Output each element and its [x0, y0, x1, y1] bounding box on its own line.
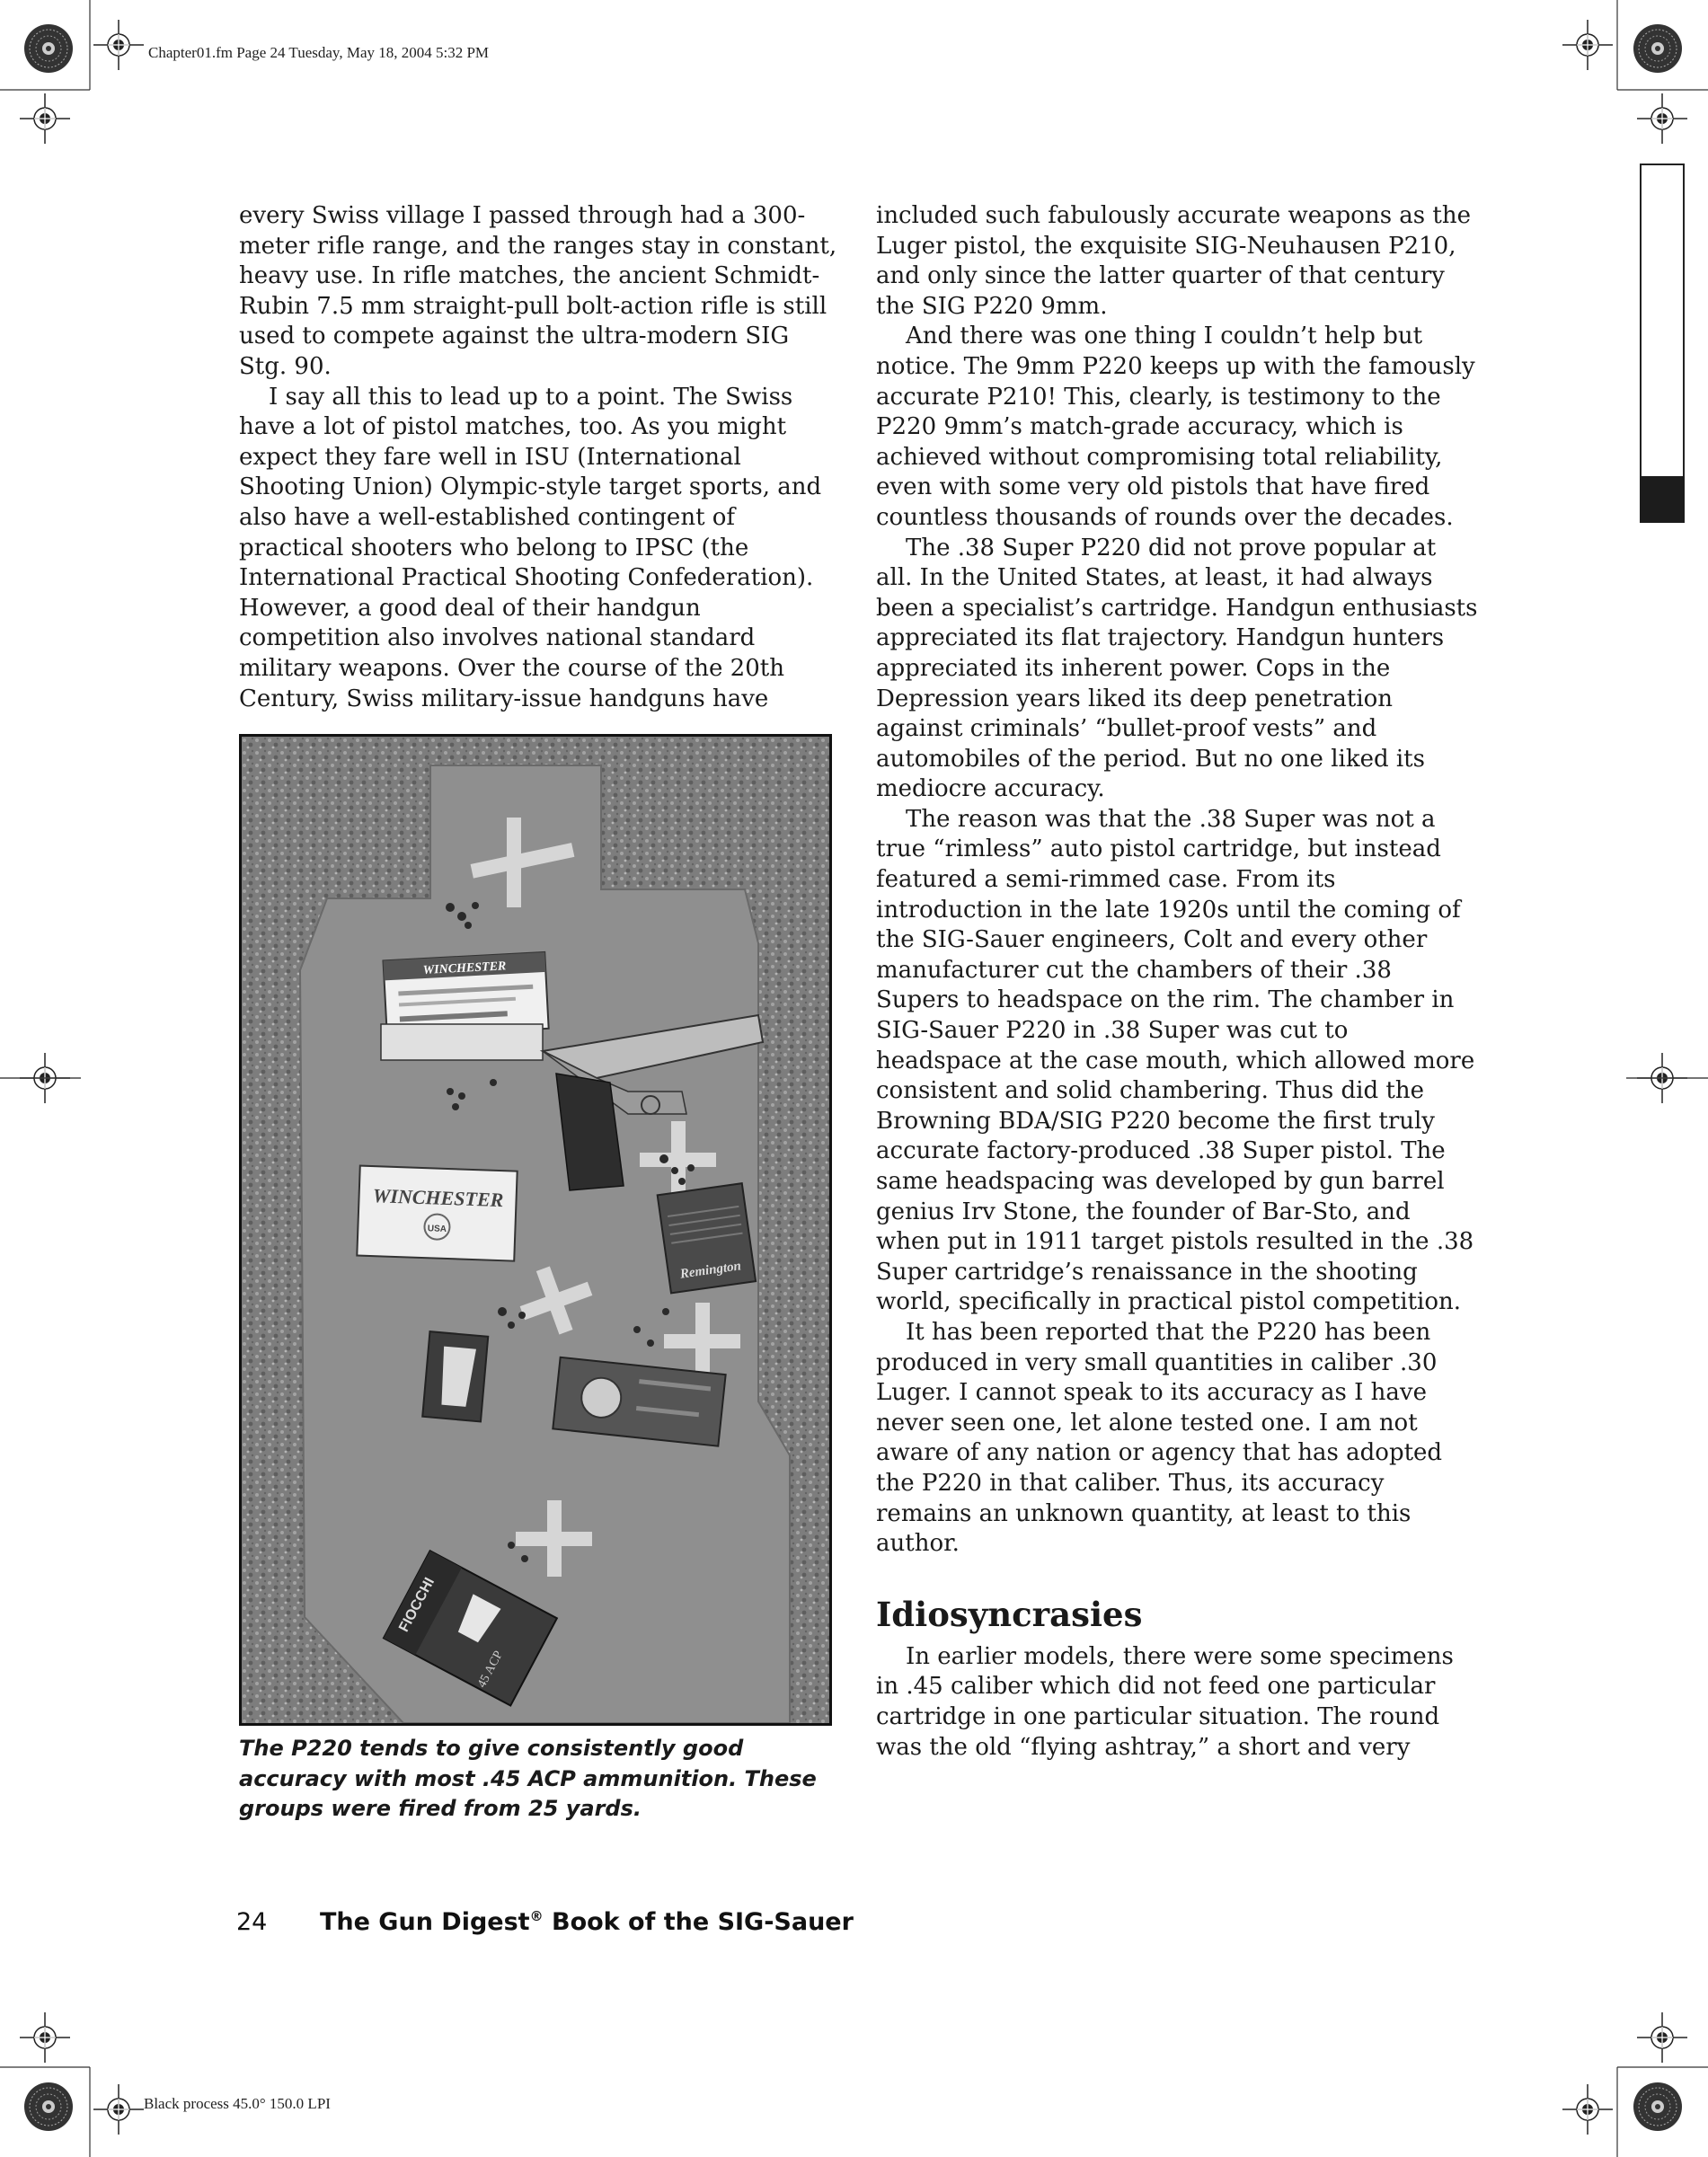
box-label: WINCHESTER [422, 959, 507, 978]
box-label: FIOCCHI [396, 1575, 438, 1635]
book-title-rest: Book of the SIG-Sauer [543, 1908, 854, 1936]
box-label: 45 ACP [475, 1649, 506, 1691]
paragraph: I say all this to lead up to a point. The Swiss have a lot of pistol matches, too. As you might expect they fare well in ISU (International Shooting Union) Olympic-style target sports, and also have a well-established contingent of practical shooters who belong to IPSC (the International Practical Shooting Confederation). However, a good deal of their handgun competition also involves national standard military weapons. Over the course of the 20th Century, Swiss military-issue handguns have [239, 383, 822, 712]
box-label: USA [427, 1224, 447, 1234]
paragraph: In earlier models, there were some specimens in .45 caliber which did not feed one particular cartridge in one particular situation. The round was the old “flying ashtray,” a short and very [876, 1642, 1454, 1761]
paragraph: The reason was that the .38 Super was not a true “rimless” auto pistol cartridge, but instead featured a semi-rimmed case. From its introduction in the late 1920s until the coming of the SIG-Sauer engineers, Colt and every other manufacturer cut the chambers of their .38 Supers to headspace on the rim. The chamber in SIG-Sauer P220 in .38 Super was cut to headspace at the case mouth, which allowed more consistent and solid chambering. Thus did the Browning BDA/SIG P220 become the first truly accurate factory-produced .38 Super pistol. The same headspacing was developed by gun barrel genius Irv Stone, the founder of Bar-Sto, and when put in 1911 target pistols resulted in the .38 Super cartridge’s renaissance in the shooting world, specifically in practical pistol competition. [876, 805, 1475, 1316]
photo-target-groups [239, 734, 832, 1726]
book-title [320, 1908, 854, 1936]
thumb-tab-marker [1640, 476, 1685, 523]
paragraph: The .38 Super P220 did not prove popular at all. In the United States, at least, it had always been a specialist’s cartridge. Handgun enthusiasts appreciated its flat trajectory. Handgun hunters appreciated its inherent power. Cops in the Depression years liked its deep penetration against criminals’ “bullet-proof vests” and automobiles of the period. But no one liked its mediocre accuracy. [876, 534, 1478, 803]
paragraph: It has been reported that the P220 has been produced in very small quantities in caliber .30 Luger. I cannot speak to its accuracy as I have never seen one, let alone tested one. I am not aware of any nation or agency that has adopted the P220 in that caliber. Thus, its accuracy remains an unknown quantity, at least to this author. [876, 1318, 1443, 1558]
paragraph: And there was one thing I couldn’t help but notice. The 9mm P220 keeps up with the famously accurate P210! This, clearly, is testimony to the P220 9mm’s match-grade accuracy, which is achieved without compromising total reliability, even with some very old pistols that have fired countless thousands of rounds over the decades. [876, 323, 1475, 531]
photo-caption: The P220 tends to give consistently good accuracy with most .45 ACP ammunition. These groups were fired from 25 yards. [239, 1736, 817, 1821]
right-column [876, 201, 1478, 1763]
registered-mark: ® [529, 1908, 544, 1924]
page-footer [236, 1908, 854, 1936]
page-number: 24 [236, 1908, 268, 1936]
thumb-tab [1640, 164, 1685, 523]
book-title-main: The Gun Digest [319, 1908, 530, 1936]
paragraph: every Swiss village I passed through had a 300-meter rifle range, and the ranges stay in constant, heavy use. In rifle matches, the ancient Schmidt-Rubin 7.5 mm straight-pull bolt-action rifle is still used to compete against the ultra-modern SIG Stg. 90. [239, 202, 837, 380]
print-slug-top: Chapter01.fm Page 24 Tuesday, May 18, 2004 5:32 PM [148, 44, 490, 61]
photo-illustration [242, 737, 829, 1723]
left-column [239, 201, 841, 714]
section-heading: Idiosyncrasies [876, 1594, 1143, 1634]
box-label: WINCHESTER [372, 1184, 504, 1212]
paragraph: included such fabulously accurate weapons as the Luger pistol, the exquisite SIG-Neuhausen P210, and only since the latter quarter of that century the SIG P220 9mm. [876, 202, 1471, 320]
print-slug-bottom: Black process 45.0° 150.0 LPI [144, 2095, 331, 2112]
box-label: Remington [678, 1259, 742, 1282]
